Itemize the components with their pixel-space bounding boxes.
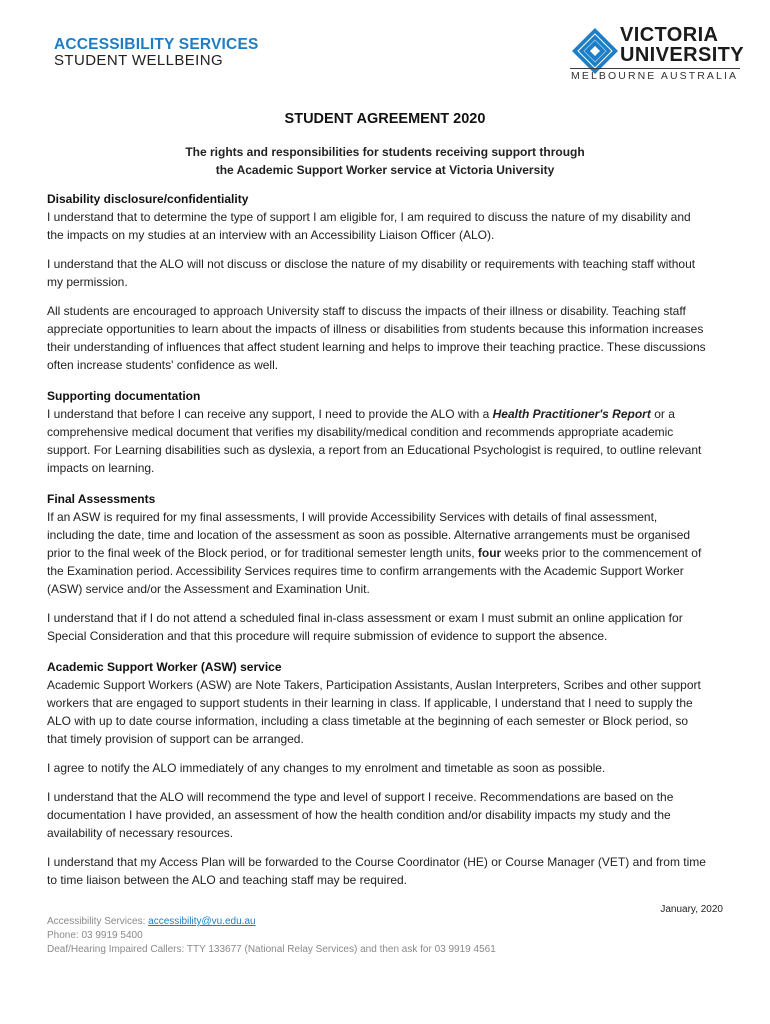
assessments-paragraph-1 (47, 508, 707, 598)
vu-name-line2: UNIVERSITY (620, 44, 745, 66)
subtitle-line1: The rights and responsibilities for students receiving support through (185, 145, 585, 159)
contact-tty: Deaf/Hearing Impaired Callers: TTY 133677 (National Relay Services) and then ask for 03 9919 4561 (47, 944, 496, 955)
subtitle-line2: the Academic Support Worker service at Victoria University (215, 163, 555, 177)
documentation-text-before: I understand that before I can receive any support, I need to provide the ALO with a (47, 407, 493, 421)
assessments-paragraph-2: I understand that if I do not attend a scheduled final in-class assessment or exam I must submit an online application for Special Consideration and that this procedure will require submission of evidence to support the absence. (47, 611, 683, 643)
disclosure-paragraph-1: I understand that to determine the type of support I am eligible for, I am required to discuss the nature of my disability and the impacts on my studies at an interview with an Accessibility Liaison Officer (ALO). (47, 210, 691, 242)
vu-divider (570, 68, 740, 69)
vu-name-line1: VICTORIA (620, 24, 719, 46)
disclosure-paragraph-3: All students are encouraged to approach University staff to discuss the impacts of their illness or disability. Teaching staff appreciate opportunities to learn about the impacts of illness or disabilities from students because this information increases their understanding of influences that affect student learning and helps to improve their teaching practice. These discussions often increase students' confidence as well. (47, 304, 706, 372)
four-weeks-emphasis: four (477, 546, 502, 560)
victoria-university-logo (566, 24, 745, 84)
section-heading-asw: Academic Support Worker (ASW) service (47, 660, 282, 674)
section-heading-disclosure: Disability disclosure/confidentiality (47, 192, 249, 206)
section-heading-final-assessments: Final Assessments (47, 492, 156, 506)
disclosure-paragraph-2: I understand that the ALO will not discuss or disclose the nature of my disability or requirements with teaching staff without my permission. (47, 257, 696, 289)
assessments-text-before: If an ASW is required for my final assessments, I will provide Accessibility Services with details of final assessment, including the date, time and location of the assessment as soon as possible. Alternative arrangements must be organised prior to the final week of the Block period, or for traditional semester length units, (47, 510, 691, 560)
assessments-text-after: weeks prior to the commencement of the Examination period. Accessibility Services requires time to confirm arrangements with the Academic Support Worker (ASW) service and/or the Assessment and Examination Unit. (47, 546, 702, 596)
vu-location: MELBOURNE AUSTRALIA (571, 70, 739, 82)
asw-paragraph-1: Academic Support Workers (ASW) are Note Takers, Participation Assistants, Auslan Interpreters, Scribes and other support workers that are engaged to support students in their learning in class. If applicable, I understand that I need to supply the ALO with up to date course information, including a class timetable at the beginning of each semester or Block period, so that timely provision of support can be arranged. (47, 678, 701, 746)
email-link[interactable]: accessibility@vu.edu.au (148, 916, 256, 927)
asw-paragraph-2: I agree to notify the ALO immediately of any changes to my enrolment and timetable as soon as possible. (47, 761, 606, 775)
document-date: January, 2020 (660, 904, 723, 915)
document-subtitle (0, 143, 770, 179)
contact-footer (47, 915, 496, 957)
health-practitioners-report-emphasis: Health Practitioner's Report (492, 407, 651, 421)
document-title: STUDENT AGREEMENT 2020 (284, 111, 486, 127)
asw-paragraph-4: I understand that my Access Plan will be forwarded to the Course Coordinator (HE) or Course Manager (VET) and from time to time liaison between the ALO and teaching staff may be required. (47, 855, 706, 887)
student-wellbeing-label: STUDENT WELLBEING (54, 52, 224, 69)
section-heading-documentation: Supporting documentation (47, 389, 201, 403)
documentation-paragraph-1 (47, 405, 707, 477)
asw-paragraph-3: I understand that the ALO will recommend the type and level of support I receive. Recommendations are based on the documentation I have provided, an assessment of how the health condition and/or disability impacts my study and the availability of necessary resources. (47, 790, 674, 840)
accessibility-services-label: ACCESSIBILITY SERVICES (54, 36, 259, 53)
contact-label: Accessibility Services: (47, 916, 149, 927)
accessibility-services-logo (54, 36, 259, 69)
document-body (47, 190, 707, 900)
contact-email-line (47, 915, 496, 929)
contact-phone: Phone: 03 9919 5400 (47, 930, 143, 941)
documentation-text-after: or a comprehensive medical document that verifies my disability/medical condition and recommends appropriate academic support. For Learning disabilities such as dyslexia, a report from an Educational Psychologist is required, to outline relevant impacts on learning. (47, 407, 702, 475)
